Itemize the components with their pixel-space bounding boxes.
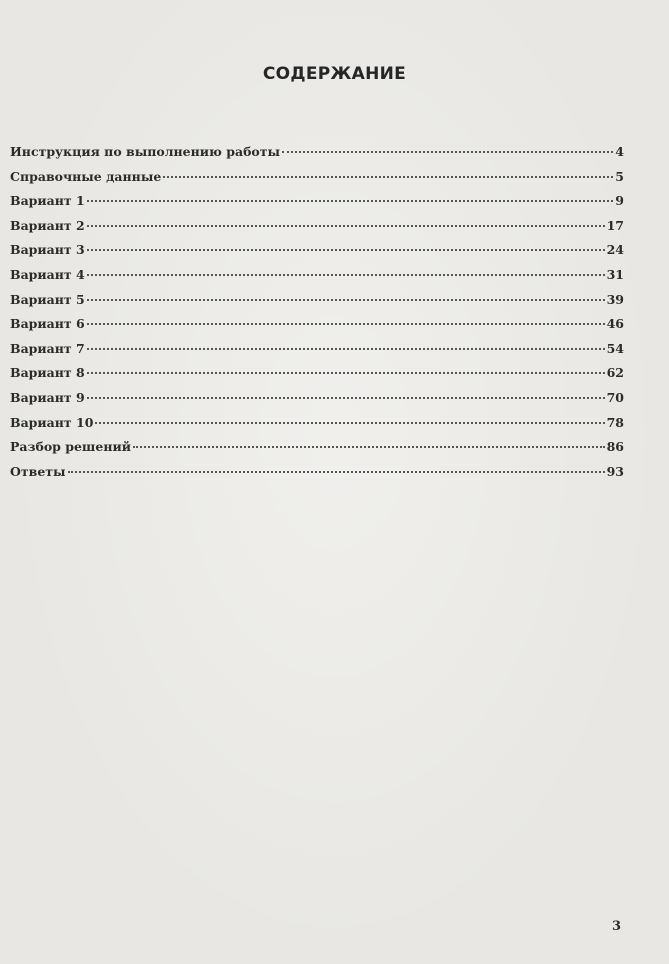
toc-entry-page: 78 xyxy=(606,414,624,430)
page-number: 3 xyxy=(611,919,621,934)
toc-leader-dots xyxy=(87,274,605,276)
toc-leader-dots xyxy=(87,323,605,325)
toc-leader-dots xyxy=(68,471,605,473)
toc-entry-variant-6 xyxy=(10,316,624,341)
toc-entry-variant-9 xyxy=(10,390,624,415)
toc-entry-label: Вариант 10 xyxy=(10,414,94,430)
toc-entry-page: 4 xyxy=(615,144,624,159)
toc-entry-variant-3 xyxy=(10,242,624,267)
toc-entry-variant-1 xyxy=(10,193,624,218)
toc-entry-label: Вариант 1 xyxy=(10,193,85,209)
toc-entry-page: 5 xyxy=(615,168,624,184)
toc-entry-page: 54 xyxy=(606,340,624,356)
toc-leader-dots xyxy=(133,446,605,448)
toc-entry-page: 17 xyxy=(606,217,624,233)
toc-leader-dots xyxy=(163,176,613,178)
toc-entry-label: Вариант 2 xyxy=(10,217,85,233)
toc-entry-label: Вариант 9 xyxy=(10,389,85,405)
toc-entry-label: Вариант 4 xyxy=(10,266,85,282)
toc-entry-label: Ответы xyxy=(10,463,66,479)
toc-entry-variant-10 xyxy=(10,415,624,440)
toc-leader-dots xyxy=(87,249,605,251)
toc-entry-label: Вариант 6 xyxy=(10,316,85,332)
toc-entry-label: Инструкция по выполнению работы xyxy=(10,144,281,159)
toc-entry-label: Вариант 8 xyxy=(10,365,85,381)
toc-entry-label: Справочные данные xyxy=(10,168,162,184)
toc-entry-page: 62 xyxy=(606,365,624,381)
toc-leader-dots xyxy=(87,397,605,399)
toc-entry-page: 86 xyxy=(606,439,624,455)
toc-entry-variant-4 xyxy=(10,267,624,292)
toc-entry-variant-5 xyxy=(10,292,624,317)
toc-entry-variant-2 xyxy=(10,218,624,243)
toc-leader-dots xyxy=(87,200,614,202)
toc-leader-dots xyxy=(87,299,605,301)
toc-leader-dots xyxy=(282,151,613,153)
toc-entry-answers xyxy=(10,464,624,489)
table-of-contents xyxy=(10,144,624,488)
page-title: СОДЕРЖАНИЕ xyxy=(262,64,407,84)
toc-entry-page: 93 xyxy=(606,463,624,479)
toc-entry-instructions xyxy=(10,144,624,169)
toc-entry-solutions xyxy=(10,439,624,464)
toc-entry-page: 31 xyxy=(606,266,624,282)
toc-entry-page: 24 xyxy=(606,242,624,258)
toc-entry-page: 70 xyxy=(606,389,624,405)
toc-leader-dots xyxy=(95,422,604,424)
toc-leader-dots xyxy=(87,372,605,374)
toc-entry-variant-7 xyxy=(10,341,624,366)
toc-leader-dots xyxy=(87,348,605,350)
toc-entry-page: 39 xyxy=(606,291,624,307)
toc-entry-variant-8 xyxy=(10,365,624,390)
toc-entry-label: Вариант 5 xyxy=(10,291,85,307)
toc-entry-label: Вариант 3 xyxy=(10,242,85,258)
toc-leader-dots xyxy=(87,225,605,227)
toc-entry-page: 9 xyxy=(615,193,624,209)
toc-entry-label: Разбор решений xyxy=(10,439,132,455)
toc-entry-label: Вариант 7 xyxy=(10,340,85,356)
toc-entry-reference-data xyxy=(10,169,624,194)
toc-entry-page: 46 xyxy=(606,316,624,332)
